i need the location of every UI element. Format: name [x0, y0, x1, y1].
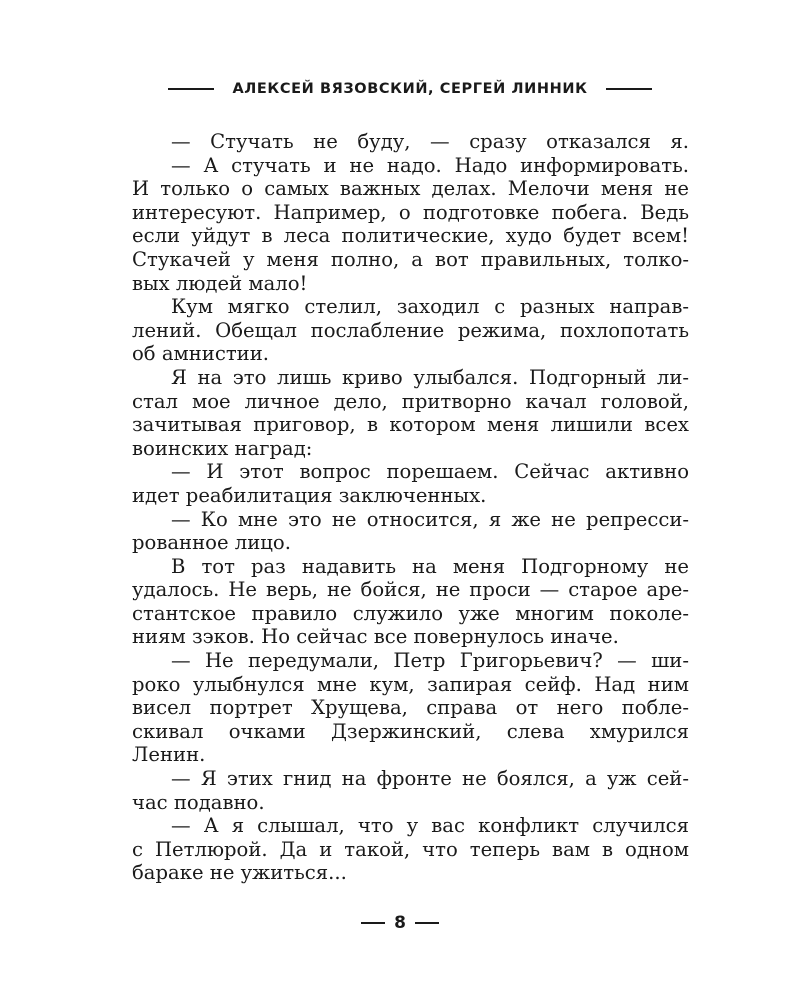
running-header: [160, 76, 660, 102]
footer-rule-left: [361, 922, 385, 924]
text-line: интересуют. Например, о подготовке побега. Ведь: [132, 200, 689, 224]
text-line: — Не передумали, Петр Григорьевич? — ши-: [171, 649, 689, 673]
text-line: скивал очками Дзержинский, слева хмурился: [132, 719, 689, 743]
text-line: — А стучать и не надо. Надо информировать.: [171, 153, 689, 177]
text-line: — Ко мне это не относится, я же не репресси-: [171, 507, 689, 531]
text-line: с Петлюрой. Да и такой, что теперь вам в одном: [132, 837, 689, 861]
text-line: бараке не ужиться...: [132, 861, 347, 885]
text-line: — Я этих гнид на фронте не боялся, а уж сей-: [171, 767, 689, 791]
running-title: АЛЕКСЕЙ ВЯЗОВСКИЙ, СЕРГЕЙ ЛИННИК: [232, 81, 588, 97]
header-rule-left: [168, 88, 214, 90]
text-line: зачитывая приговор, в котором меня лишили всех: [132, 413, 689, 437]
text-line: об амнистии.: [132, 342, 270, 366]
text-line: воинских наград:: [132, 436, 313, 460]
text-line: идет реабилитация заключенных.: [132, 483, 487, 507]
text-line: Стукачей у меня полно, а вот правильных, толко-: [132, 247, 689, 271]
text-line: висел портрет Хрущева, справа от него побле-: [132, 696, 689, 720]
text-line: — И этот вопрос порешаем. Сейчас активно: [171, 460, 689, 484]
text-line: В тот раз надавить на меня Подгорному не: [171, 554, 689, 578]
text-line: роко улыбнулся мне кум, запирая сейф. Над ним: [132, 672, 689, 696]
page-footer: [0, 913, 800, 933]
text-line: стал мое личное дело, притворно качал головой,: [132, 389, 689, 413]
text-line: если уйдут в леса политические, худо будет всем!: [132, 224, 689, 248]
text-line: стантское правило служило уже многим поколе-: [132, 601, 689, 625]
page-number: 8: [394, 913, 406, 933]
text-line: ниям зэков. Но сейчас все повернулось иначе.: [132, 625, 619, 649]
body-text: [132, 130, 689, 885]
text-line: час подавно.: [132, 790, 265, 814]
text-line: Кум мягко стелил, заходил с разных направ-: [171, 295, 689, 319]
text-line: — Стучать не буду, — сразу отказался я.: [171, 130, 689, 153]
header-rule-right: [606, 88, 652, 90]
text-line: Ленин.: [132, 743, 206, 767]
text-line: лений. Обещал послабление режима, похлопотать: [132, 318, 689, 342]
text-line: — А я слышал, что у вас конфликт случился: [171, 814, 689, 838]
footer-rule-right: [415, 922, 439, 924]
text-line: И только о самых важных делах. Мелочи меня не: [132, 177, 689, 201]
text-line: рованное лицо.: [132, 531, 291, 555]
text-line: Я на это лишь криво улыбался. Подгорный ли-: [171, 365, 689, 389]
text-line: вых людей мало!: [132, 271, 308, 295]
text-line: удалось. Не верь, не бойся, не проси — старое аре-: [132, 578, 689, 602]
